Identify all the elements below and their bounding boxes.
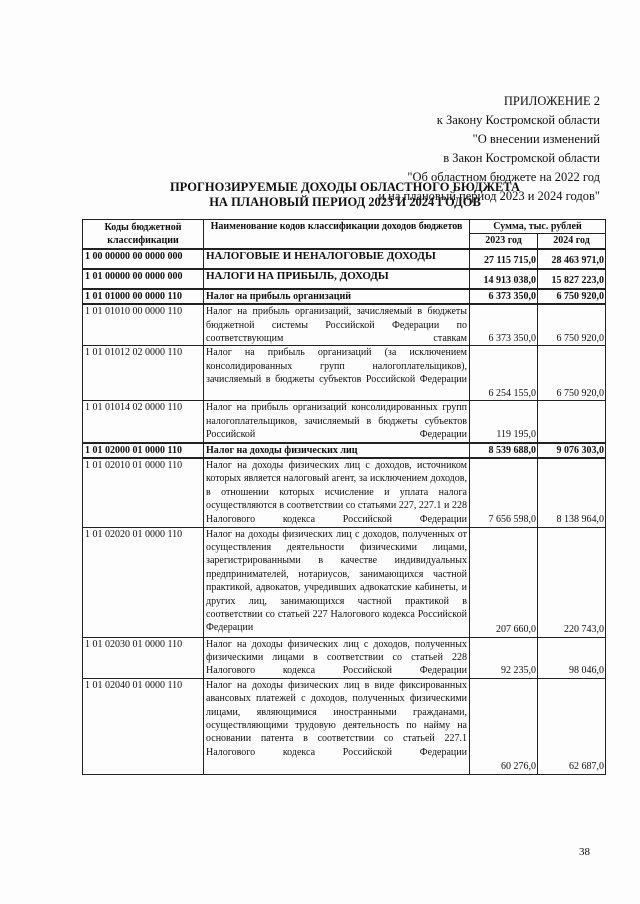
header-2023: 2023 год bbox=[470, 234, 538, 249]
row-value-2023: 7 656 598,0 bbox=[470, 458, 538, 527]
table-row bbox=[83, 269, 606, 289]
table-row bbox=[83, 401, 606, 443]
header-name: Наименование кодов классификации доходов бюджетов bbox=[204, 220, 470, 249]
row-value-2023: 60 276,0 bbox=[470, 678, 538, 774]
table-row bbox=[83, 458, 606, 527]
row-code: 1 01 01012 02 0000 110 bbox=[83, 346, 204, 401]
row-value-2024: 62 687,0 bbox=[538, 678, 606, 774]
row-code: 1 01 00000 00 0000 000 bbox=[83, 269, 204, 289]
appendix-line: в Закон Костромской области bbox=[443, 151, 600, 165]
table-row bbox=[83, 289, 606, 304]
row-value-2024: 6 750 920,0 bbox=[538, 289, 606, 304]
row-name: НАЛОГОВЫЕ И НЕНАЛОГОВЫЕ ДОХОДЫ bbox=[204, 249, 470, 269]
revenue-table bbox=[82, 219, 606, 775]
title-line: НА ПЛАНОВЫЙ ПЕРИОД 2023 И 2024 ГОДОВ bbox=[209, 195, 481, 209]
row-code: 1 01 02020 01 0000 110 bbox=[83, 527, 204, 637]
row-name: Налог на доходы физических лиц с доходов, полученных физическими лицами в соответствии со статьей 228 Налогового кодекса Российской Федерации bbox=[204, 637, 470, 678]
row-value-2024: 220 743,0 bbox=[538, 527, 606, 637]
row-value-2024: 98 046,0 bbox=[538, 637, 606, 678]
row-value-2024: 9 076 303,0 bbox=[538, 443, 606, 458]
header-2024: 2024 год bbox=[538, 234, 606, 249]
header-codes: Коды бюджетной классификации bbox=[83, 220, 204, 249]
row-value-2024: 28 463 971,0 bbox=[538, 249, 606, 269]
table-row bbox=[83, 637, 606, 678]
table-row bbox=[83, 304, 606, 346]
appendix-line: "Об областном бюджете на 2022 год bbox=[407, 170, 600, 184]
header-sum: Сумма, тыс. рублей bbox=[470, 220, 606, 234]
row-name: Налог на прибыль организаций консолидированных групп налогоплательщиков, зачисляемый в бюджеты субъектов Российской Федерации bbox=[204, 401, 470, 443]
appendix-line: ПРИЛОЖЕНИЕ 2 bbox=[503, 94, 600, 108]
row-value-2024: 6 750 920,0 bbox=[538, 346, 606, 401]
row-value-2024: 6 750 920,0 bbox=[538, 304, 606, 346]
table-row bbox=[83, 249, 606, 269]
row-code: 1 01 01014 02 0000 110 bbox=[83, 401, 204, 443]
row-value-2024 bbox=[538, 401, 606, 443]
row-code: 1 01 02040 01 0000 110 bbox=[83, 678, 204, 774]
row-name: Налог на доходы физических лиц с доходов, источником которых является налоговый агент, за исключением доходов, в отношении которых исчисление и уплата налога осуществляются в соответствии со статьями 227, 227.1 и 228 Налогового кодекса Российской Федерации bbox=[204, 458, 470, 527]
appendix-line: к Закону Костромской области bbox=[436, 113, 600, 127]
document-title bbox=[0, 180, 640, 210]
table-row bbox=[83, 527, 606, 637]
row-value-2024: 8 138 964,0 bbox=[538, 458, 606, 527]
row-value-2023: 6 254 155,0 bbox=[470, 346, 538, 401]
row-code: 1 01 01010 00 0000 110 bbox=[83, 304, 204, 346]
row-name: Налог на доходы физических лиц с доходов, полученных от осуществления деятельности физическими лицами, зарегистрированными в качестве индивидуальных предпринимателей, нотариусов, занимающихся частной практикой, адвокатов, учредивших адвокатские кабинеты, и других лиц, занимающихся частной практикой в соответствии со статьей 227 Налогового кодекса Российской Федерации bbox=[204, 527, 470, 637]
row-name: Налог на прибыль организаций, зачисляемый в бюджеты бюджетной системы Российской Федерации по соответствующим ставкам bbox=[204, 304, 470, 346]
row-code: 1 00 00000 00 0000 000 bbox=[83, 249, 204, 269]
row-value-2023: 119 195,0 bbox=[470, 401, 538, 443]
table-row bbox=[83, 346, 606, 401]
appendix-line: и на плановый период 2023 и 2024 годов" bbox=[378, 189, 600, 203]
title-line: ПРОГНОЗИРУЕМЫЕ ДОХОДЫ ОБЛАСТНОГО БЮДЖЕТА bbox=[169, 180, 521, 194]
row-value-2023: 8 539 688,0 bbox=[470, 443, 538, 458]
row-name: Налог на прибыль организаций bbox=[204, 289, 470, 304]
page-number: 38 bbox=[579, 846, 590, 858]
row-name: НАЛОГИ НА ПРИБЫЛЬ, ДОХОДЫ bbox=[204, 269, 470, 289]
row-value-2024: 15 827 223,0 bbox=[538, 269, 606, 289]
row-code: 1 01 01000 00 0000 110 bbox=[83, 289, 204, 304]
row-value-2023: 27 115 715,0 bbox=[470, 249, 538, 269]
appendix-line: "О внесении изменений bbox=[472, 132, 600, 146]
row-value-2023: 207 660,0 bbox=[470, 527, 538, 637]
row-name: Налог на доходы физических лиц bbox=[204, 443, 470, 458]
row-value-2023: 6 373 350,0 bbox=[470, 304, 538, 346]
row-code: 1 01 02010 01 0000 110 bbox=[83, 458, 204, 527]
row-value-2023: 92 235,0 bbox=[470, 637, 538, 678]
row-value-2023: 14 913 038,0 bbox=[470, 269, 538, 289]
table-row bbox=[83, 678, 606, 774]
row-name: Налог на прибыль организаций (за исключением консолидированных групп налогоплательщиков), зачисляемый в бюджеты субъектов Российской Федерации bbox=[204, 346, 470, 401]
table-row bbox=[83, 443, 606, 458]
row-value-2023: 6 373 350,0 bbox=[470, 289, 538, 304]
row-code: 1 01 02030 01 0000 110 bbox=[83, 637, 204, 678]
row-code: 1 01 02000 01 0000 110 bbox=[83, 443, 204, 458]
row-name: Налог на доходы физических лиц в виде фиксированных авансовых платежей с доходов, полученных физическими лицами, являющимися иностранными гражданами, осуществляющими трудовую деятельность по найму на основании патента в соответствии со статьей 227.1 Налогового кодекса Российской Федерации bbox=[204, 678, 470, 774]
